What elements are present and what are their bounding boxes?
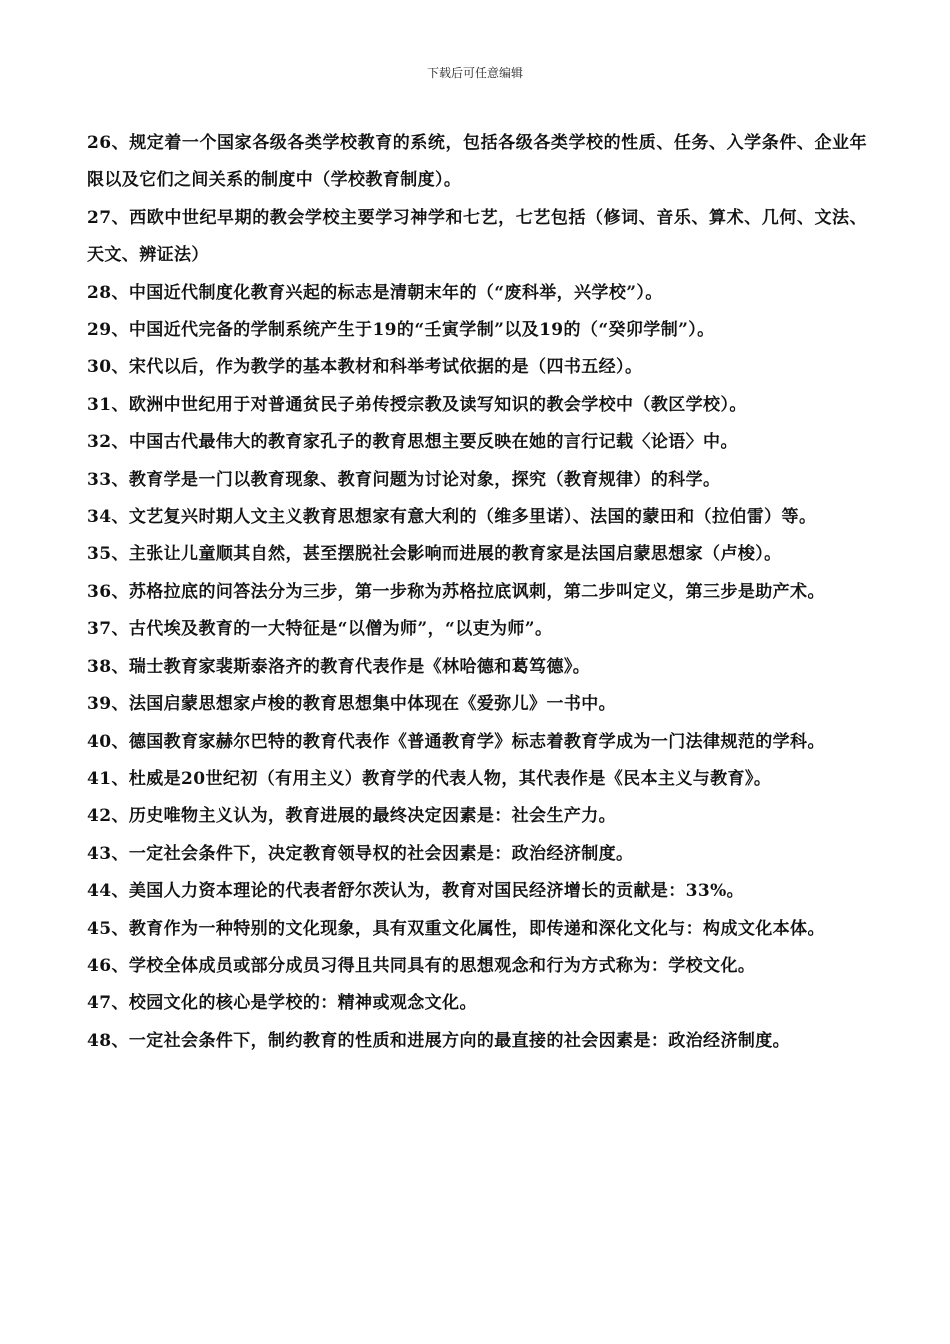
list-item: 34、文艺复兴时期人文主义教育思想家有意大利的（维多里诺）、法国的蒙田和（拉伯雷）等。 (87, 507, 817, 528)
list-item: 30、宋代以后，作为教学的基本教材和科举考试依据的是（四书五经）。 (87, 357, 643, 378)
list-item: 37、古代埃及教育的一大特征是“以僧为师”，“以吏为师”。 (87, 619, 553, 640)
list-item: 32、中国古代最伟大的教育家孔子的教育思想主要反映在她的言行记载〈论语〉中。 (87, 432, 738, 453)
page-header: 下载后可任意编辑 (426, 66, 523, 80)
list-item: 46、学校全体成员或部分成员习得且共同具有的思想观念和行为方式称为：学校文化。 (87, 955, 756, 976)
list-item: 43、一定社会条件下，决定教育领导权的社会因素是：政治经济制度。 (87, 843, 634, 864)
list-item: 27、西欧中世纪早期的教会学校主要学习神学和七艺，七艺包括（修词、音乐、算术、几何、文法、天文、辨证法） (87, 207, 867, 266)
list-item: 41、杜威是20世纪初（有用主义）教育学的代表人物，其代表作是《民本主义与教育》。 (87, 768, 772, 789)
list-item: 47、校园文化的核心是学校的：精神或观念文化。 (87, 993, 477, 1014)
list-item: 38、瑞士教育家裴斯泰洛齐的教育代表作是《林哈德和葛笃德》。 (87, 656, 591, 677)
list-item: 44、美国人力资本理论的代表者舒尔茨认为，教育对国民经济增长的贡献是：33%。 (87, 881, 745, 902)
list-item: 36、苏格拉底的问答法分为三步，第一步称为苏格拉底讽刺，第二步叫定义，第三步是助产术。 (87, 581, 825, 602)
list-item: 42、历史唯物主义认为，教育进展的最终决定因素是：社会生产力。 (87, 806, 617, 827)
list-item: 28、中国近代制度化教育兴起的标志是清朝末年的（“废科举，兴学校”）。 (87, 282, 663, 303)
list-item: 45、教育作为一种特别的文化现象，具有双重文化属性，即传递和深化文化与：构成文化本体。 (87, 918, 825, 939)
list-item: 26、规定着一个国家各级各类学校教育的系统，包括各级各类学校的性质、任务、入学条件、企业年限以及它们之间关系的制度中（学校教育制度）。 (87, 133, 867, 191)
list-item: 48、一定社会条件下，制约教育的性质和进展方向的最直接的社会因素是：政治经济制度。 (87, 1030, 791, 1051)
document-body (87, 125, 867, 1060)
list-item: 40、德国教育家赫尔巴特的教育代表作《普通教育学》标志着教育学成为一门法律规范的学科。 (87, 731, 825, 752)
list-item: 39、法国启蒙思想家卢梭的教育思想集中体现在《爱弥儿》一书中。 (87, 694, 617, 715)
list-item: 31、欧洲中世纪用于对普通贫民子弟传授宗教及读写知识的教会学校中（教区学校）。 (87, 394, 747, 415)
list-item: 29、中国近代完备的学制系统产生于19的“壬寅学制”以及19的（“癸卯学制”）。 (87, 320, 715, 341)
list-item: 35、主张让儿童顺其自然，甚至摆脱社会影响而进展的教育家是法国启蒙思想家（卢梭）。 (87, 544, 782, 565)
list-item: 33、教育学是一门以教育现象、教育问题为讨论对象，探究（教育规律）的科学。 (87, 469, 721, 490)
